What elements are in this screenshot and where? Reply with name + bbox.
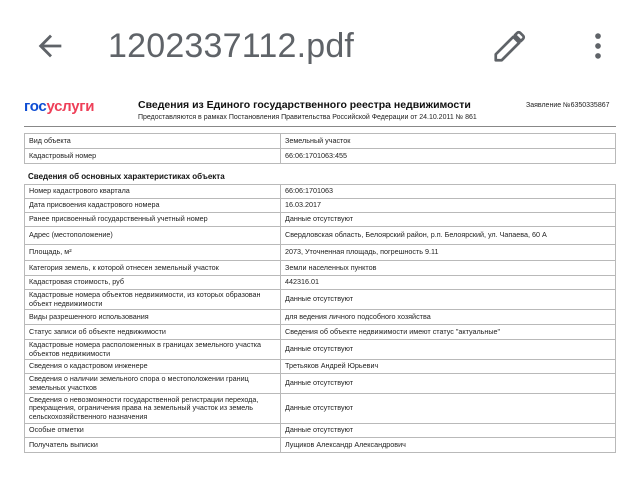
more-vert-icon bbox=[581, 29, 615, 63]
row-value: Земельный участок bbox=[281, 134, 616, 149]
row-label: Номер кадастрового квартала bbox=[25, 185, 281, 199]
row-value: 16.03.2017 bbox=[281, 199, 616, 213]
table-row bbox=[25, 310, 616, 325]
row-label: Сведения о кадастровом инженере bbox=[25, 360, 281, 374]
document-title: Сведения из Единого государственного реестра недвижимости bbox=[138, 99, 471, 111]
row-label: Ранее присвоенный государственный учетный номер bbox=[25, 213, 281, 227]
row-label: Кадастровая стоимость, руб bbox=[25, 276, 281, 290]
table-row bbox=[25, 134, 616, 149]
row-label: Кадастровые номера объектов недвижимости, из которых образован объект недвижимости bbox=[25, 290, 281, 310]
table-row bbox=[25, 261, 616, 276]
row-label: Сведения о невозможности государственной регистрации перехода, прекращения, ограничения права на земельный участок из земель сельскохозяйственного назначения bbox=[25, 394, 281, 424]
row-value: для ведения личного подсобного хозяйства bbox=[281, 310, 616, 325]
table-row bbox=[25, 424, 616, 438]
row-label: Адрес (местоположение) bbox=[25, 227, 281, 245]
table-row bbox=[25, 340, 616, 360]
row-value: Данные отсутствуют bbox=[281, 424, 616, 438]
table-row bbox=[25, 394, 616, 424]
pdf-page[interactable] bbox=[0, 92, 640, 480]
row-label: Особые отметки bbox=[25, 424, 281, 438]
row-value: Лущиков Александр Александрович bbox=[281, 438, 616, 453]
table-row bbox=[25, 290, 616, 310]
back-button[interactable] bbox=[28, 24, 72, 68]
row-value: Сведения об объекте недвижимости имеют статус "актуальные" bbox=[281, 325, 616, 340]
table-row bbox=[25, 149, 616, 164]
gosuslugi-logo bbox=[24, 98, 94, 115]
file-name-title: 1202337112.pdf bbox=[108, 27, 355, 65]
statement-number: Заявление №6350335867 bbox=[526, 102, 610, 109]
table-row bbox=[25, 360, 616, 374]
row-label: Кадастровые номера расположенных в границах земельного участка объектов недвижимости bbox=[25, 340, 281, 360]
row-value: 442316.01 bbox=[281, 276, 616, 290]
characteristics-table bbox=[24, 184, 616, 453]
row-value: Данные отсутствуют bbox=[281, 290, 616, 310]
table-row bbox=[25, 276, 616, 290]
row-value: Данные отсутствуют bbox=[281, 394, 616, 424]
table-row bbox=[25, 438, 616, 453]
table-row bbox=[25, 227, 616, 245]
row-label: Сведения о наличии земельного спора о местоположении границ земельных участков bbox=[25, 374, 281, 394]
row-label: Дата присвоения кадастрового номера bbox=[25, 199, 281, 213]
row-value: 66:06:1701063 bbox=[281, 185, 616, 199]
table-row bbox=[25, 199, 616, 213]
row-value: Данные отсутствуют bbox=[281, 340, 616, 360]
table-row bbox=[25, 245, 616, 261]
row-value: Данные отсутствуют bbox=[281, 213, 616, 227]
app-bar bbox=[0, 0, 640, 92]
object-summary-table bbox=[24, 133, 616, 164]
document-subtitle: Предоставляются в рамках Постановления Правительства Российской Федерации от 24.10.2011 № 861 bbox=[138, 114, 477, 121]
arrow-left-icon bbox=[33, 29, 67, 63]
table-row bbox=[25, 374, 616, 394]
row-label: Статус записи об объекте недвижимости bbox=[25, 325, 281, 340]
table-row bbox=[25, 213, 616, 227]
row-label: Категория земель, к которой отнесен земельный участок bbox=[25, 261, 281, 276]
pencil-icon bbox=[491, 27, 529, 65]
logo-part-uslugi: услуги bbox=[46, 98, 95, 115]
more-options-button[interactable] bbox=[576, 24, 620, 68]
row-label: Кадастровый номер bbox=[25, 149, 281, 164]
header-divider bbox=[24, 126, 616, 127]
edit-button[interactable] bbox=[488, 24, 532, 68]
table-row bbox=[25, 325, 616, 340]
table-row bbox=[25, 185, 616, 199]
row-value: Свердловская область, Белоярский район, р.п. Белоярский, ул. Чапаева, 60 А bbox=[281, 227, 616, 245]
row-label: Вид объекта bbox=[25, 134, 281, 149]
row-label: Получатель выписки bbox=[25, 438, 281, 453]
row-value: 66:06:1701063:455 bbox=[281, 149, 616, 164]
row-value: Земли населенных пунктов bbox=[281, 261, 616, 276]
row-label: Виды разрешенного использования bbox=[25, 310, 281, 325]
section-heading: Сведения об основных характеристиках объекта bbox=[28, 172, 225, 181]
row-label: Площадь, м² bbox=[25, 245, 281, 261]
row-value: Третьяков Андрей Юрьевич bbox=[281, 360, 616, 374]
row-value: Данные отсутствуют bbox=[281, 374, 616, 394]
row-value: 2073, Уточненная площадь, погрешность 9.11 bbox=[281, 245, 616, 261]
logo-part-gos: гос bbox=[24, 98, 47, 115]
